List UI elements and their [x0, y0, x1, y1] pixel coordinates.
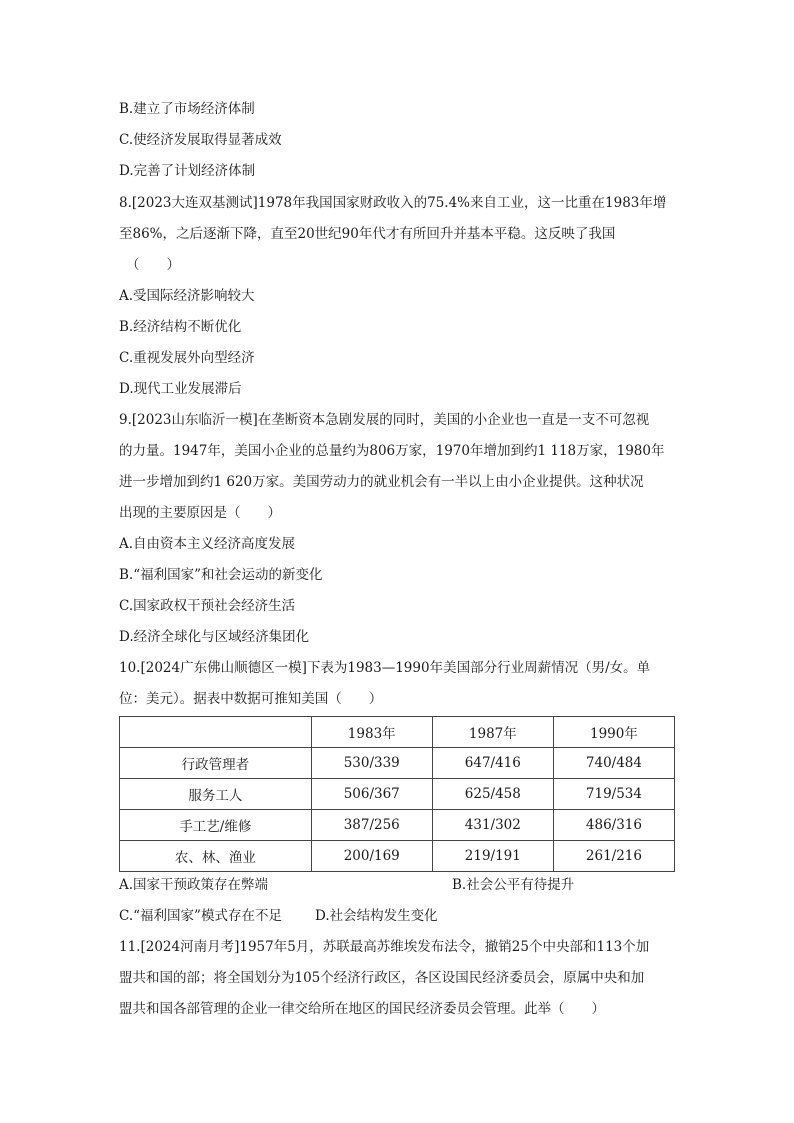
q10-option-c: C.“福利国家”模式存在不足 [119, 908, 282, 924]
table-header-cell [120, 717, 312, 748]
q9-option-d: D.经济全球化与区域经济集团化 [119, 629, 310, 645]
wage-table [119, 716, 675, 872]
table-cell: 387/256 [311, 810, 432, 841]
table-cell: 506/367 [311, 779, 432, 810]
q8-option-a: A.受国际经济影响较大 [119, 288, 255, 304]
table-cell: 486/316 [553, 810, 674, 841]
table-cell: 719/534 [553, 779, 674, 810]
q8-stem-line-1: 8.[2023大连双基测试]1978年我国国家财政收入的75.4%来自工业，这一比重在1983年增 [119, 195, 667, 211]
q10-stem-line-2: 位：美元）。据表中数据可推知美国（ ） [119, 691, 383, 707]
q10-option-d: D.社会结构发生变化 [315, 908, 438, 924]
q10-options-row-2 [119, 907, 438, 925]
table-row [120, 841, 675, 872]
q9-stem-line-2: 的力量。1947年，美国小企业的总量约为806万家，1970年增加到约1 118万家，1980年 [119, 443, 665, 459]
q9-stem-line-4: 出现的主要原因是（ ） [119, 505, 281, 521]
table-header-cell: 1990年 [553, 717, 674, 748]
table-cell: 219/191 [432, 841, 553, 872]
q11-stem-line-2: 盟共和国的部；将全国划分为105个经济行政区，各区设国民经济委员会，原属中央和加 [119, 970, 645, 986]
q8-option-b: B.经济结构不断优化 [119, 319, 242, 335]
table-row [120, 748, 675, 779]
q10-options-row-1 [119, 876, 575, 894]
table-cell: 740/484 [553, 748, 674, 779]
q8-option-c: C.重视发展外向型经济 [119, 350, 255, 366]
q11-stem-line-1: 11.[2024河南月考]1957年5月，苏联最高苏维埃发布法令，撤销25个中央部和113个加 [119, 939, 650, 955]
table-cell: 625/458 [432, 779, 553, 810]
table-cell: 200/169 [311, 841, 432, 872]
table-header-cell: 1987年 [432, 717, 553, 748]
q10-stem-line-1: 10.[2024广东佛山顺德区一模]下表为1983—1990年美国部分行业周薪情况（男/女。单 [119, 660, 651, 676]
q8-stem-line-2: 至86%，之后逐渐下降，直至20世纪90年代才有所回升并基本平稳。这反映了我国 [119, 226, 616, 242]
q9-stem-line-1: 9.[2023山东临沂一模]在垄断资本急剧发展的同时，美国的小企业也一直是一支不可忽视 [119, 412, 650, 428]
table-header-row [120, 717, 675, 748]
q7-option-c: C.使经济发展取得显著成效 [119, 132, 282, 148]
q11-stem-line-3: 盟共和国各部管理的企业一律交给所在地区的国民经济委员会管理。此举（ ） [119, 1001, 605, 1017]
q7-option-b: B.建立了市场经济体制 [119, 101, 255, 117]
table-cell: 农、林、渔业 [120, 841, 312, 872]
q9-stem-line-3: 进一步增加到约1 620万家。美国劳动力的就业机会有一半以上由小企业提供。这种状况 [119, 474, 644, 490]
table-cell: 261/216 [553, 841, 674, 872]
q9-option-c: C.国家政权干预社会经济生活 [119, 598, 296, 614]
q8-answer-bracket: （ ） [126, 257, 180, 273]
q8-option-d: D.现代工业发展滞后 [119, 381, 242, 397]
table-cell: 手工艺/维修 [120, 810, 312, 841]
q7-option-d: D.完善了计划经济体制 [119, 163, 256, 179]
table-cell: 647/416 [432, 748, 553, 779]
table-cell: 530/339 [311, 748, 432, 779]
table-header-cell: 1983年 [311, 717, 432, 748]
table-cell: 服务工人 [120, 779, 312, 810]
table-cell: 431/302 [432, 810, 553, 841]
q10-option-a: A.国家干预政策存在弊端 [119, 877, 269, 893]
q9-option-b: B.“福利国家”和社会运动的新变化 [119, 567, 323, 583]
table-row [120, 810, 675, 841]
q10-option-b: B.社会公平有待提升 [452, 877, 575, 893]
table-cell: 行政管理者 [120, 748, 312, 779]
q9-option-a: A.自由资本主义经济高度发展 [119, 536, 296, 552]
table-row [120, 779, 675, 810]
